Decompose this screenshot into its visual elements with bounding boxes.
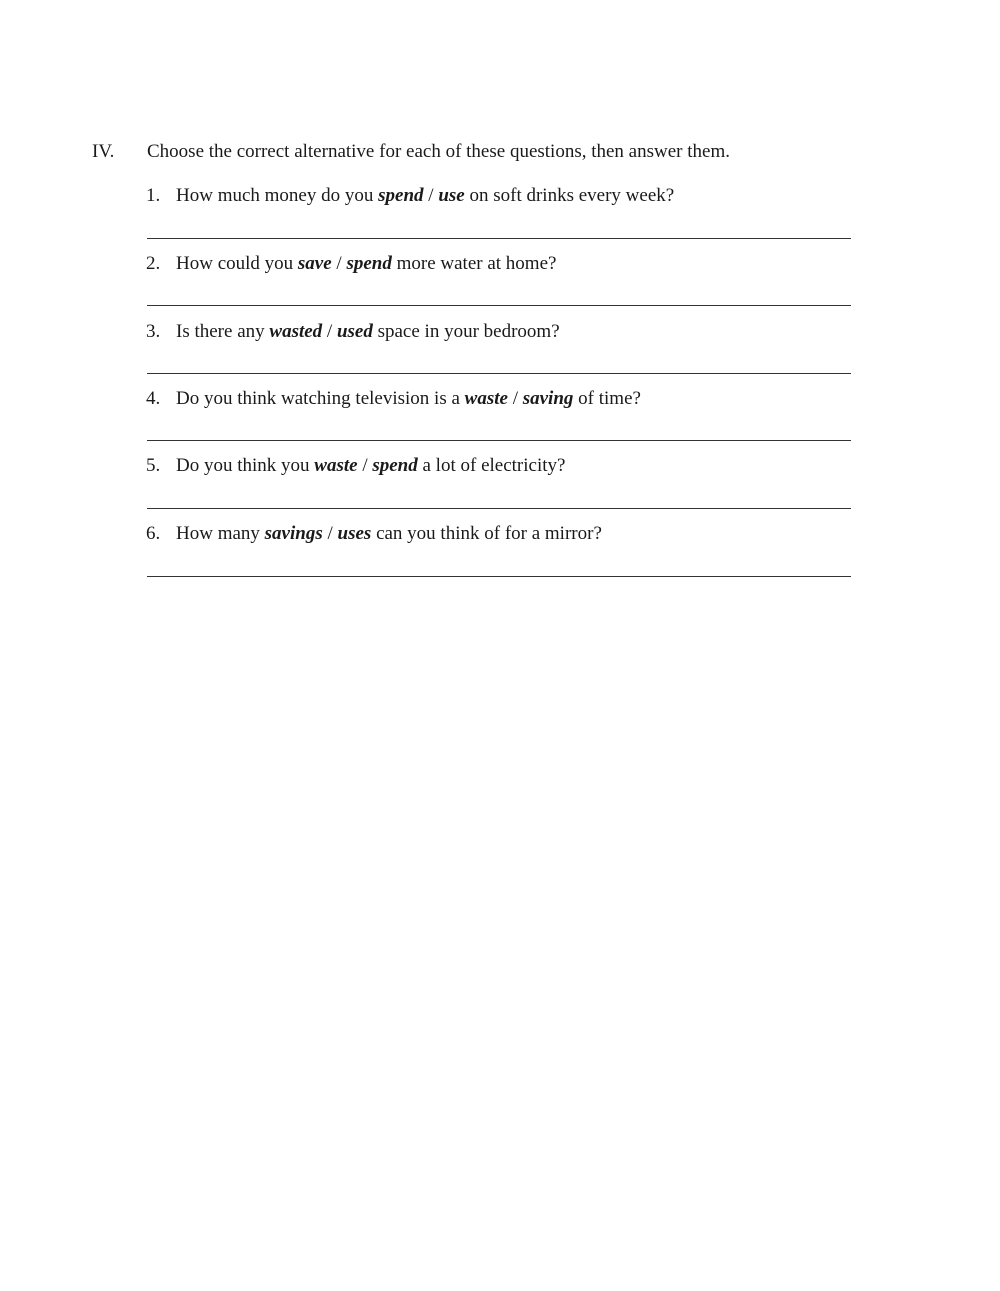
question-text-before: How much money do you [176,185,379,206]
question-3 [146,320,560,344]
question-text-after: more water at home? [391,253,557,274]
option-separator: / [322,321,337,342]
question-text-before: Do you think you [176,455,315,476]
question-2 [146,252,556,276]
question-number: 3. [146,321,161,342]
answer-line-1[interactable] [147,238,851,239]
answer-line-4[interactable] [147,440,851,441]
answer-line-6[interactable] [147,576,851,577]
option-a: savings [264,523,323,544]
section-number: IV. [92,141,115,162]
option-b: saving [522,388,574,409]
option-a: waste [314,455,358,476]
question-4 [146,387,641,411]
question-text-after: on soft drinks every week? [464,185,675,206]
question-5 [146,454,565,478]
question-text [176,321,560,342]
question-text-before: How many [176,523,265,544]
question-6 [146,522,602,546]
question-number: 1. [146,185,161,206]
question-text [176,455,565,476]
answer-line-2[interactable] [147,305,851,306]
option-b: spend [372,455,418,476]
question-text-before: Do you think watching television is a [176,388,465,409]
option-b: use [438,185,465,206]
question-text-after: of time? [573,388,641,409]
option-a: spend [378,185,424,206]
question-number: 2. [146,253,161,274]
question-text [176,185,674,206]
option-a: save [297,253,332,274]
option-separator: / [331,253,347,274]
question-text [176,253,556,274]
question-text [176,388,641,409]
answer-line-5[interactable] [147,508,851,509]
question-1 [146,184,674,208]
option-b: used [336,321,373,342]
option-separator: / [507,388,523,409]
question-text [176,523,602,544]
question-text-after: a lot of electricity? [417,455,566,476]
question-number: 6. [146,523,161,544]
option-b: uses [337,523,372,544]
question-text-before: Is there any [176,321,270,342]
question-text-after: can you think of for a mirror? [371,523,602,544]
question-number: 5. [146,455,161,476]
answer-line-3[interactable] [147,373,851,374]
option-b: spend [346,253,392,274]
option-separator: / [357,455,373,476]
option-a: waste [464,388,508,409]
question-text-before: How could you [176,253,298,274]
question-number: 4. [146,388,161,409]
question-text-after: space in your bedroom? [372,321,560,342]
option-separator: / [423,185,439,206]
section-instruction: Choose the correct alternative for each of these questions, then answer them. [147,141,730,162]
option-separator: / [322,523,338,544]
option-a: wasted [269,321,323,342]
